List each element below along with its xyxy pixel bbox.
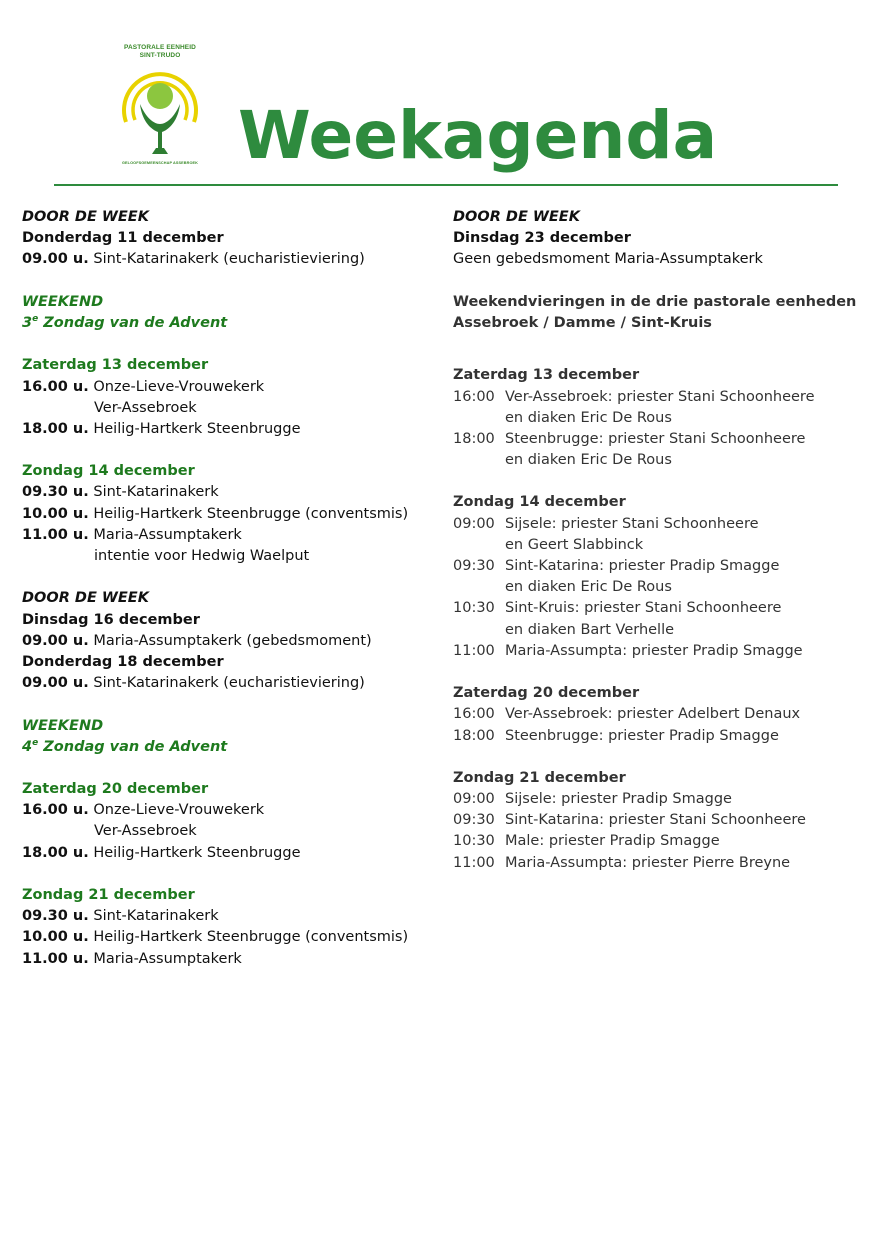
schedule-entry xyxy=(453,387,868,408)
entry-text: Sint-Kruis: priester Stani Schoonheere xyxy=(505,600,782,617)
entry-text: Maria-Assumpta: priester Pierre Breyne xyxy=(505,854,791,871)
day-heading: Zaterdag 13 december xyxy=(22,357,209,374)
weekend-heading: WEEKEND xyxy=(22,717,104,734)
schedule-entry xyxy=(22,906,432,927)
schedule-entry xyxy=(22,843,432,864)
entry-time: 18:00 xyxy=(453,430,495,447)
schedule-entry xyxy=(453,598,868,619)
entry-text: Sijsele: priester Stani Schoonheere xyxy=(505,515,759,532)
schedule-entry xyxy=(22,419,432,440)
day-heading: Dinsdag 16 december xyxy=(22,611,200,628)
entry-time: 10:30 xyxy=(453,600,495,617)
schedule-entry xyxy=(22,504,432,525)
entry-time: 09.00 u. xyxy=(22,251,89,268)
entry-text: Steenbrugge: priester Pradip Smagge xyxy=(505,727,779,744)
schedule-entry xyxy=(22,631,432,652)
entry-time: 09:00 xyxy=(453,515,495,532)
schedule-entry xyxy=(22,249,432,270)
sunday-title xyxy=(22,313,432,334)
day-heading: Donderdag 11 december xyxy=(22,230,224,247)
day-heading: Zondag 21 december xyxy=(22,887,195,903)
entry-text: Maria-Assumptakerk xyxy=(93,526,242,543)
schedule-entry xyxy=(22,800,432,821)
entry-text: Heilig-Hartkerk Steenbrugge xyxy=(93,844,301,861)
schedule-entry xyxy=(22,482,432,503)
entry-continuation: en diaken Eric De Rous xyxy=(505,452,672,469)
entry-text: Heilig-Hartkerk Steenbrugge (conventsmis) xyxy=(93,505,409,522)
entry-time: 16:00 xyxy=(453,388,495,405)
schedule-entry xyxy=(453,514,868,535)
entry-time: 09.00 u. xyxy=(22,632,89,649)
entry-text: Maria-Assumptakerk (gebedsmoment) xyxy=(93,632,372,649)
schedule-entry xyxy=(453,853,868,874)
schedule-entry xyxy=(453,810,868,831)
entry-time: 11:00 xyxy=(453,642,495,659)
entry-continuation: en Geert Slabbinck xyxy=(505,536,644,553)
entry-time: 10:30 xyxy=(453,833,495,850)
entry-text: Sint-Katarinakerk (eucharistieviering) xyxy=(93,675,365,692)
schedule-entry xyxy=(22,525,432,546)
entry-time: 18.00 u. xyxy=(22,420,89,437)
schedule-entry xyxy=(453,726,868,747)
sunday-name: Zondag van de Advent xyxy=(43,738,228,755)
entry-continuation: en diaken Bart Verhelle xyxy=(505,621,675,638)
entry-time: 09.30 u. xyxy=(22,908,89,925)
left-column xyxy=(22,207,432,970)
entry-time: 10.00 u. xyxy=(22,505,89,522)
schedule-entry xyxy=(22,927,432,948)
notice-text: Geen gebedsmoment Maria-Assumptakerk xyxy=(453,251,763,268)
sunday-number: 4 xyxy=(22,738,33,755)
entry-text: Heilig-Hartkerk Steenbrugge xyxy=(93,420,301,437)
schedule-entry xyxy=(453,556,868,577)
entry-time: 09:00 xyxy=(453,791,495,808)
schedule-entry xyxy=(453,831,868,852)
day-heading: Zondag 14 december xyxy=(453,494,626,511)
schedule-entry xyxy=(453,641,868,662)
sunday-suffix: e xyxy=(32,737,39,748)
schedule-entry xyxy=(453,789,868,810)
page-title: Weekagenda xyxy=(238,97,718,174)
logo-line-1: PASTORALE EENHEID xyxy=(124,44,196,51)
header-divider xyxy=(54,184,838,186)
entry-continuation: Ver-Assebroek xyxy=(94,399,197,416)
day-heading: Donderdag 18 december xyxy=(22,653,224,670)
day-heading: Zaterdag 20 december xyxy=(22,781,209,798)
entry-continuation: Ver-Assebroek xyxy=(94,823,197,840)
section-heading: DOOR DE WEEK xyxy=(453,209,580,225)
entry-text: Steenbrugge: priester Stani Schoonheere xyxy=(505,430,806,447)
schedule-entry xyxy=(22,673,432,694)
right-column xyxy=(453,207,868,874)
entry-time: 11:00 xyxy=(453,854,495,871)
entry-time: 16.00 u. xyxy=(22,378,89,395)
entry-time: 11.00 u. xyxy=(22,526,89,543)
entry-text: Sint-Katarinakerk xyxy=(93,908,219,925)
entry-time: 16.00 u. xyxy=(22,802,89,819)
weekend-services-subtitle: Assebroek / Damme / Sint-Kruis xyxy=(453,314,712,331)
entry-text: Ver-Assebroek: priester Adelbert Denaux xyxy=(505,706,801,723)
section-heading: DOOR DE WEEK xyxy=(22,590,149,607)
logo-line-2: SINT-TRUDO xyxy=(139,52,181,59)
entry-time: 09.00 u. xyxy=(22,675,89,692)
entry-continuation: intentie voor Hedwig Waelput xyxy=(94,548,310,564)
logo xyxy=(112,40,208,170)
sunday-name: Zondag van de Advent xyxy=(43,314,228,331)
entry-continuation: en diaken Eric De Rous xyxy=(505,579,672,596)
day-heading: Zaterdag 20 december xyxy=(453,685,640,702)
day-heading: Zondag 14 december xyxy=(22,463,195,480)
entry-text: Sint-Katarina: priester Pradip Smagge xyxy=(505,558,780,574)
entry-text: Sint-Katarinakerk xyxy=(93,484,219,501)
entry-text: Sint-Katarinakerk (eucharistieviering) xyxy=(93,251,365,268)
weekend-services-title: Weekendvieringen in de drie pastorale eenheden xyxy=(453,293,857,310)
day-heading: Zondag 21 december xyxy=(453,769,626,786)
entry-text: Ver-Assebroek: priester Stani Schoonheere xyxy=(505,388,815,405)
day-heading: Zaterdag 13 december xyxy=(453,367,640,384)
entry-time: 16:00 xyxy=(453,706,495,723)
sunday-number: 3 xyxy=(22,314,33,331)
schedule-entry xyxy=(22,949,432,970)
sunday-suffix: e xyxy=(32,313,39,324)
entry-text: Maria-Assumpta: priester Pradip Smagge xyxy=(505,642,803,659)
entry-time: 18.00 u. xyxy=(22,844,89,861)
logo-figure-icon xyxy=(118,60,202,160)
entry-time: 09.30 u. xyxy=(22,484,89,501)
entry-text: Male: priester Pradip Smagge xyxy=(505,833,720,850)
entry-time: 18:00 xyxy=(453,727,495,744)
section-heading: DOOR DE WEEK xyxy=(22,209,149,225)
entry-time: 09:30 xyxy=(453,812,495,829)
entry-text: Sint-Katarina: priester Stani Schoonheere xyxy=(505,812,806,829)
schedule-entry xyxy=(453,429,868,450)
entry-text: Maria-Assumptakerk xyxy=(93,950,242,967)
schedule-entry xyxy=(22,377,432,398)
entry-continuation: en diaken Eric De Rous xyxy=(505,409,672,426)
entry-time: 11.00 u. xyxy=(22,950,89,967)
day-heading: Dinsdag 23 december xyxy=(453,230,631,247)
logo-footer: GELOOFSGEMEENSCHAP ASSEBROEK xyxy=(121,161,198,165)
entry-text: Heilig-Hartkerk Steenbrugge (conventsmis) xyxy=(93,929,409,946)
sunday-title xyxy=(22,737,432,758)
entry-text: Onze-Lieve-Vrouwekerk xyxy=(93,378,265,395)
entry-text: Sijsele: priester Pradip Smagge xyxy=(505,791,732,808)
schedule-entry xyxy=(453,704,868,725)
entry-text: Onze-Lieve-Vrouwekerk xyxy=(93,802,265,819)
weekend-heading: WEEKEND xyxy=(22,293,104,310)
entry-time: 09:30 xyxy=(453,558,495,574)
entry-time: 10.00 u. xyxy=(22,929,89,946)
